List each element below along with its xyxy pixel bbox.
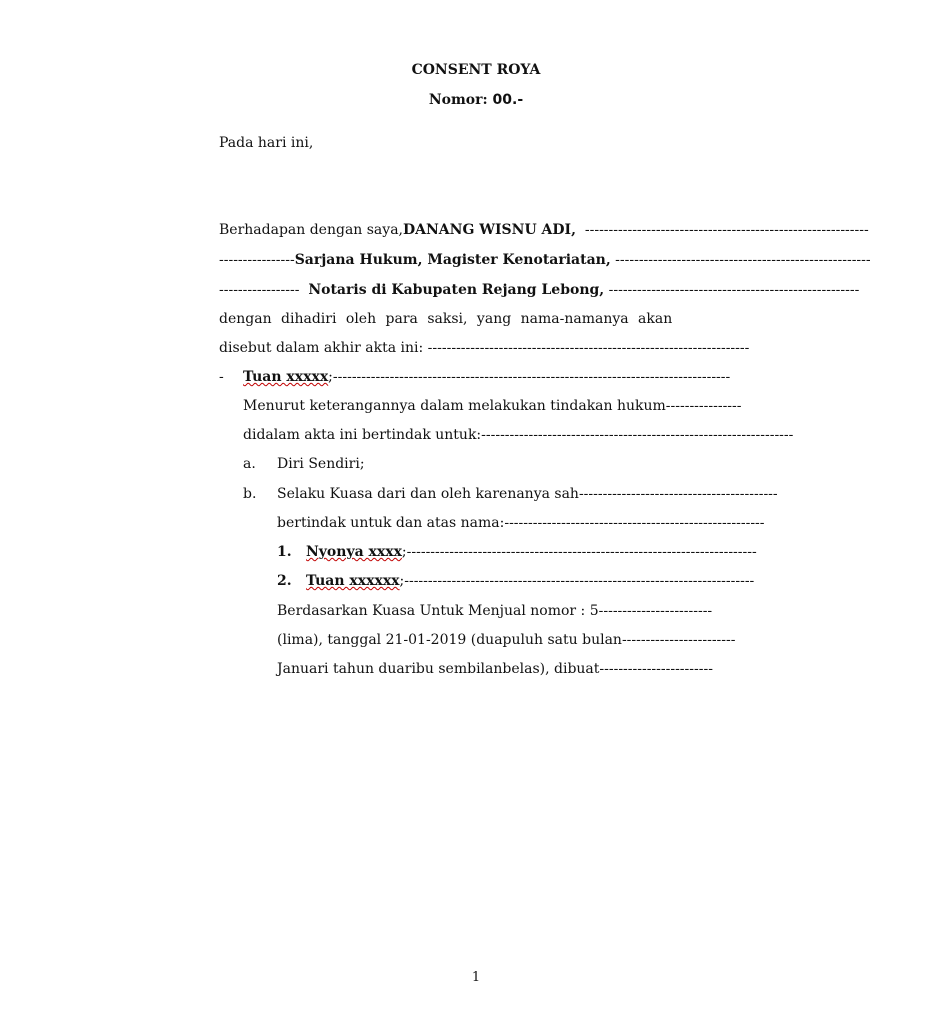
document-title: CONSENT ROYA xyxy=(411,62,541,78)
kuasa-line-3 xyxy=(277,659,735,679)
party-bullet: - xyxy=(219,369,224,385)
list-marker-a: a. xyxy=(243,456,256,472)
filler-dashes: ------------------------------------------------------------------------------------ xyxy=(332,369,731,385)
list-item-b-line-1 xyxy=(277,484,778,504)
berhadapan-line-3 xyxy=(219,280,860,300)
berhadapan-text: dengan dihadiri oleh para saksi, yang nama-namanya akan xyxy=(219,311,673,327)
person-name: Tuan xxxxxx xyxy=(306,573,400,589)
notary-title: Notaris di Kabupaten Rejang Lebong, xyxy=(308,282,605,298)
party-desc-text: didalam akta ini bertindak untuk: xyxy=(243,427,482,443)
list-marker-b: b. xyxy=(243,486,257,502)
page-number: 1 xyxy=(471,970,481,985)
berhadapan-line-5 xyxy=(219,338,750,358)
person-marker: 1. xyxy=(277,544,292,560)
person-suffix: ; xyxy=(399,573,405,589)
party-suffix: ; xyxy=(328,369,333,385)
filler-dashes: ------------------------ xyxy=(599,661,713,677)
berhadapan-line-1 xyxy=(219,220,869,240)
notary-name: DANANG WISNU ADI, xyxy=(403,222,576,238)
list-item-a: Diri Sendiri; xyxy=(277,456,365,472)
berhadapan-line-2 xyxy=(219,250,871,270)
party-desc-2 xyxy=(243,425,794,445)
filler-dashes: -------------------------------------------------------------------------- xyxy=(406,544,757,560)
filler-dashes: ------------------------------------------ xyxy=(578,486,778,502)
list-item-b-line-2 xyxy=(277,513,765,533)
filler-dashes: ---------------- xyxy=(219,252,295,268)
kuasa-line-2 xyxy=(277,630,735,650)
nomor-label: Nomor: xyxy=(428,92,488,108)
filler-dashes: ----------------- xyxy=(219,282,309,298)
berhadapan-line-4 xyxy=(219,309,731,329)
filler-dashes: ---------------- xyxy=(665,398,742,414)
berhadapan-text: disebut dalam akhir akta ini: xyxy=(219,340,424,356)
list-item-b-text: bertindak untuk dan atas nama: xyxy=(277,515,505,531)
kuasa-text: Januari tahun duaribu sembilanbelas), dibuat xyxy=(277,661,600,677)
list-item-b-text: Selaku Kuasa dari dan oleh karenanya sah xyxy=(277,486,579,502)
party-desc-text: Menurut keterangannya dalam melakukan tindakan hukum xyxy=(243,398,666,414)
filler-dashes: -------------------------------------------------------------------- xyxy=(423,340,750,356)
notary-degree: Sarjana Hukum, Magister Kenotariatan, xyxy=(294,252,611,268)
filler-dashes: -------------------------------------------------------------------------- xyxy=(404,573,755,589)
party-name: Tuan xxxxx xyxy=(243,369,329,385)
nomor-value: 00.- xyxy=(492,92,524,108)
party-desc-1 xyxy=(243,396,742,416)
party-line xyxy=(243,367,735,387)
kuasa-line-1 xyxy=(277,601,735,621)
document-number xyxy=(0,90,952,110)
person-line xyxy=(306,542,757,562)
berhadapan-prefix: Berhadapan dengan saya, xyxy=(219,222,403,238)
person-name: Nyonya xxxx xyxy=(306,544,402,560)
filler-dashes: ------------------------ xyxy=(621,632,736,648)
kuasa-text: Berdasarkan Kuasa Untuk Menjual nomor : 5 xyxy=(277,603,599,619)
filler-dashes: ------------------------------------------------------------------ xyxy=(481,427,794,443)
intro-text: Pada hari ini, xyxy=(219,135,314,151)
filler-dashes: ------------------------------------------------------ xyxy=(610,252,871,268)
person-line xyxy=(306,571,755,591)
filler-dashes: ------------------------------------------------------- xyxy=(504,515,765,531)
kuasa-text: (lima), tanggal 21-01-2019 (duapuluh satu bulan xyxy=(277,632,622,648)
person-suffix: ; xyxy=(401,544,407,560)
filler-dashes: ------------------------------------------------------------ xyxy=(575,222,869,238)
person-marker: 2. xyxy=(277,573,292,589)
filler-dashes: ----------------------------------------------------- xyxy=(604,282,860,298)
filler-dashes: ------------------------ xyxy=(598,603,713,619)
